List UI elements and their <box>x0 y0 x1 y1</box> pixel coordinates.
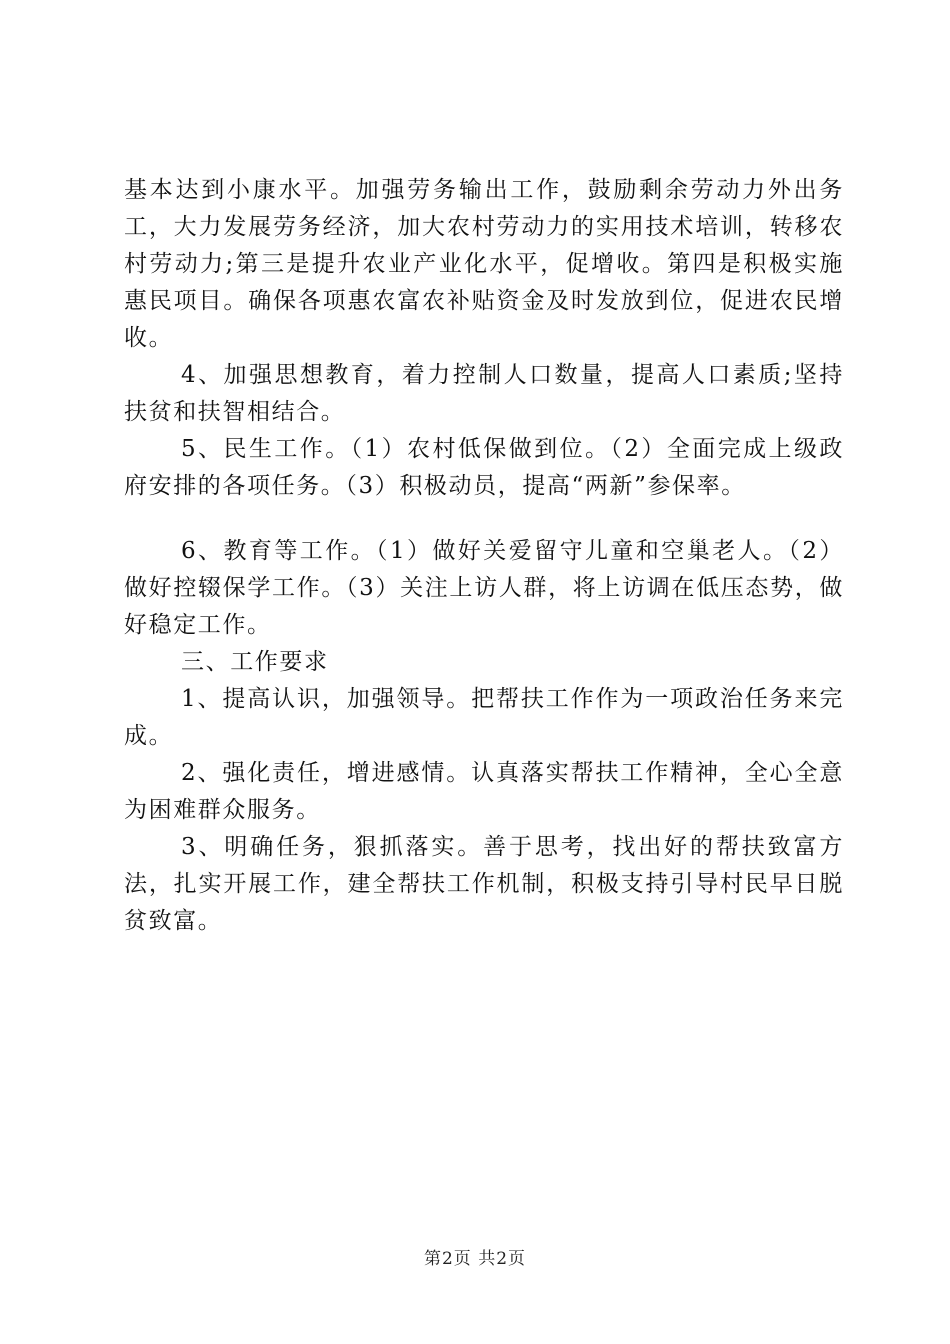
document-body <box>124 172 844 940</box>
paragraph-requirement-2: 2、强化责任，增进感情。认真落实帮扶工作精神，全心全意为困难群众服务。 <box>124 760 844 823</box>
paragraph-item-4: 4、加强思想教育，着力控制人口数量，提高人口素质;坚持扶贫和扶智相结合。 <box>124 362 844 425</box>
paragraph-item-5: 5、民生工作。（1）农村低保做到位。（2）全面完成上级政府安排的各项任务。（3）积极动员，提高“两新”参保率。 <box>124 436 844 499</box>
paragraph-requirement-1: 1、提高认识，加强领导。把帮扶工作作为一项政治任务来完成。 <box>124 686 844 749</box>
paragraph-requirement-3: 3、明确任务，狠抓落实。善于思考，找出好的帮扶致富方法，扎实开展工作，建全帮扶工作机制，积极支持引导村民早日脱贫致富。 <box>124 834 844 934</box>
page-number-footer: 第2页 共2页 <box>423 1249 527 1269</box>
section-heading-requirements: 三、工作要求 <box>181 649 329 675</box>
paragraph-continuation: 基本达到小康水平。加强劳务输出工作，鼓励剩余劳动力外出务工，大力发展劳务经济，加大农村劳动力的实用技术培训，转移农村劳动力;第三是提升农业产业化水平，促增收。第四是积极实施惠民项目。确保各项惠农富农补贴资金及时发放到位，促进农民增收。 <box>124 177 844 351</box>
paragraph-item-6: 6、教育等工作。（1）做好关爱留守儿童和空巢老人。（2）做好控辍保学工作。（3）关注上访人群，将上访调在低压态势，做好稳定工作。 <box>124 538 844 638</box>
